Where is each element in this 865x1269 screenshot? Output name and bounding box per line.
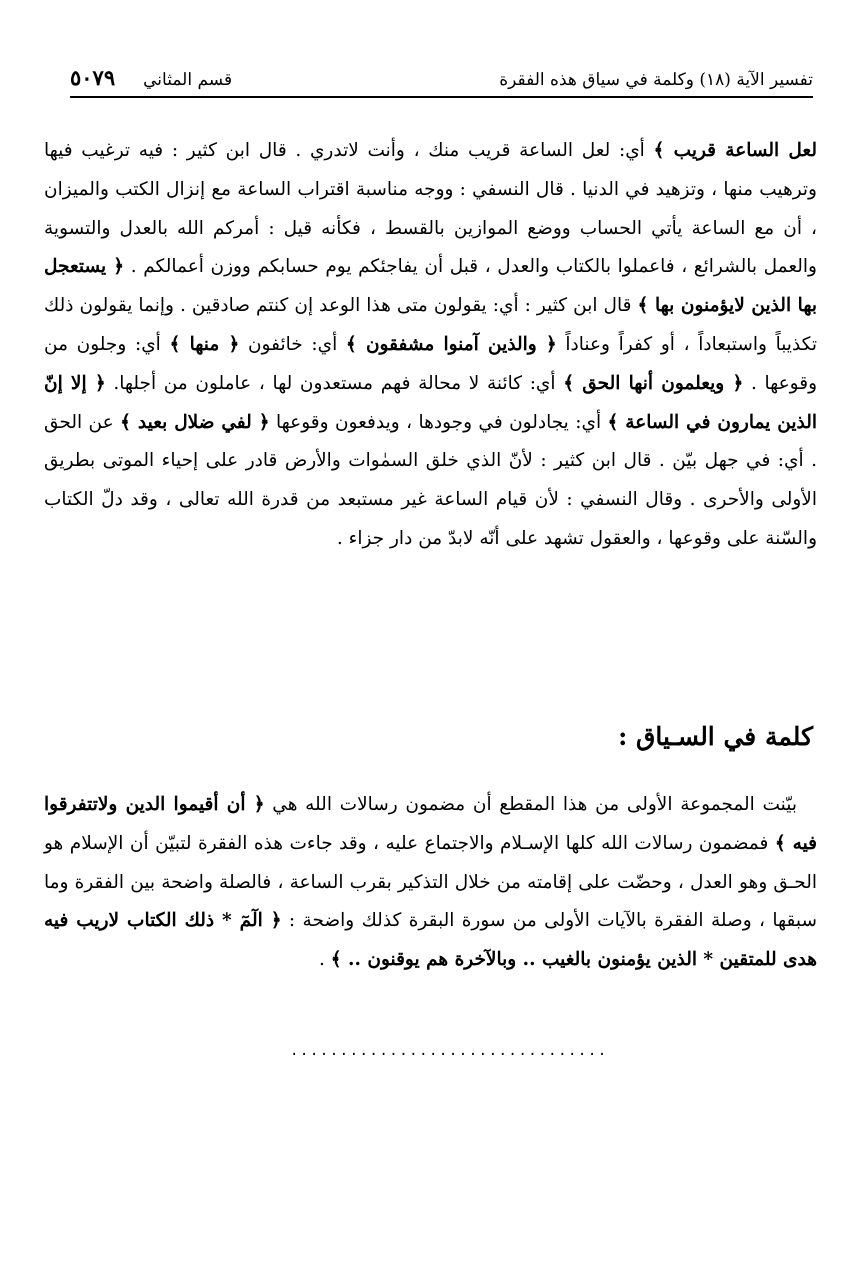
text-run: لعل الساعة قريب ﴾ [653, 140, 817, 161]
section-name: قسم المثاني [143, 70, 233, 90]
text-run: أي: لعل الساعة قريب منك ، وأنت لاتدري . قال ابن كثير : فيه ترغيب فيها وترهيب منها ، وتزهيد في الدنيا . قال النسفي : ووجه مناسبة اقتراب الساعة مع إنزال الكتب والميزان ، أن مع الساعة يأتي الحساب ووضع الموازين بالقسط ، فكأنه قيل : أمركم الله بالعدل والتسوية والعمل بالشرائع ، فاعملوا بالكتاب والعدل ، قبل أن يفاجئكم يوم حسابكم ووزن أعمالكم . [44, 140, 817, 278]
context-paragraph [44, 786, 817, 980]
text-run: بيّنت المجموعة الأولى من هذا المقطع أن مضمون رسالات الله هي [264, 794, 797, 815]
tafsir-paragraph [44, 132, 817, 559]
text-run: أي: خائفون [239, 333, 346, 355]
text-run: أي: كائنة لا محالة فهم مستعدون لها ، عاملون من أجلها. [105, 372, 564, 394]
text-run: ﴿ لفي ضلال بعيد ﴾ [120, 411, 270, 433]
text-run: ﴿ أن أقيموا الدين ولاتتفرقوا فيه ﴾ [44, 794, 818, 854]
running-header [70, 58, 813, 98]
text-run: ﴿ يستعجل بها الذين لايؤمنون بها ﴾ [44, 256, 817, 317]
text-run: ﴿ والذين آمنوا مشفقون ﴾ [345, 333, 557, 355]
page-number: ٥٠٧٩ [70, 65, 116, 90]
text-run: أي: وجلون من وقوعها . [44, 333, 818, 394]
text-run: ﴿ منها ﴾ [169, 333, 240, 355]
header-left-group [70, 65, 232, 90]
text-run: فمضمون رسالات الله كلها الإسـلام والاجتماع عليه ، وقد جاءت هذه الفقرة لتبيّن أن الإسلام هو الحـق وهو العدل ، وحضّت على إقامته من خلال التذكير بقرب الساعة ، فالصلة واضحة بين الفقرة وما سبقها ، وصلة الفقرة بالآيات الأولى من سورة البقرة كذلك واضحة : [44, 832, 817, 932]
text-run: ﴿ الٓمٓ * ذلك الكتاب لاريب فيه هدى للمتقين * الذين يؤمنون بالغيب .. وبالآخرة هم يوقنون .. ﴾ [44, 910, 817, 971]
text-run: قال ابن كثير : أي: يقولون متى هذا الوعد إن كنتم صادقين . وإنما يقولون ذلك تكذيباً واستبعاداً ، أو كفراً وعناداً [44, 295, 818, 355]
end-dotted-rule: ................................ [290, 1043, 608, 1059]
section-heading: كلمة في السـياق : [618, 722, 813, 751]
text-run: عن الحق . أي: في جهل بيّن . قال ابن كثير : لأنّ الذي خلق السمٰوات والأرض قادر على إحياء الموتى بطريق الأولى والأحرى . وقال النسفي : لأن قيام الساعة غير مستبعد من قدرة الله تعالى ، وقد دلّ الكتاب والسّنة على وقوعها ، والعقول تشهد على أنّه لابدّ من دار جزاء . [44, 411, 817, 549]
text-run: . [318, 949, 331, 971]
running-title: تفسير الآية (١٨) وكلمة في سياق هذه الفقرة [499, 70, 813, 90]
text-run: ﴿ إلا إنّ الذين يمارون في الساعة ﴾ [44, 372, 817, 433]
text-run: أي: يجادلون في وجودها ، ويدفعون وقوعها [269, 411, 608, 433]
text-run: ﴿ ويعلمون أنها الحق ﴾ [563, 372, 744, 394]
